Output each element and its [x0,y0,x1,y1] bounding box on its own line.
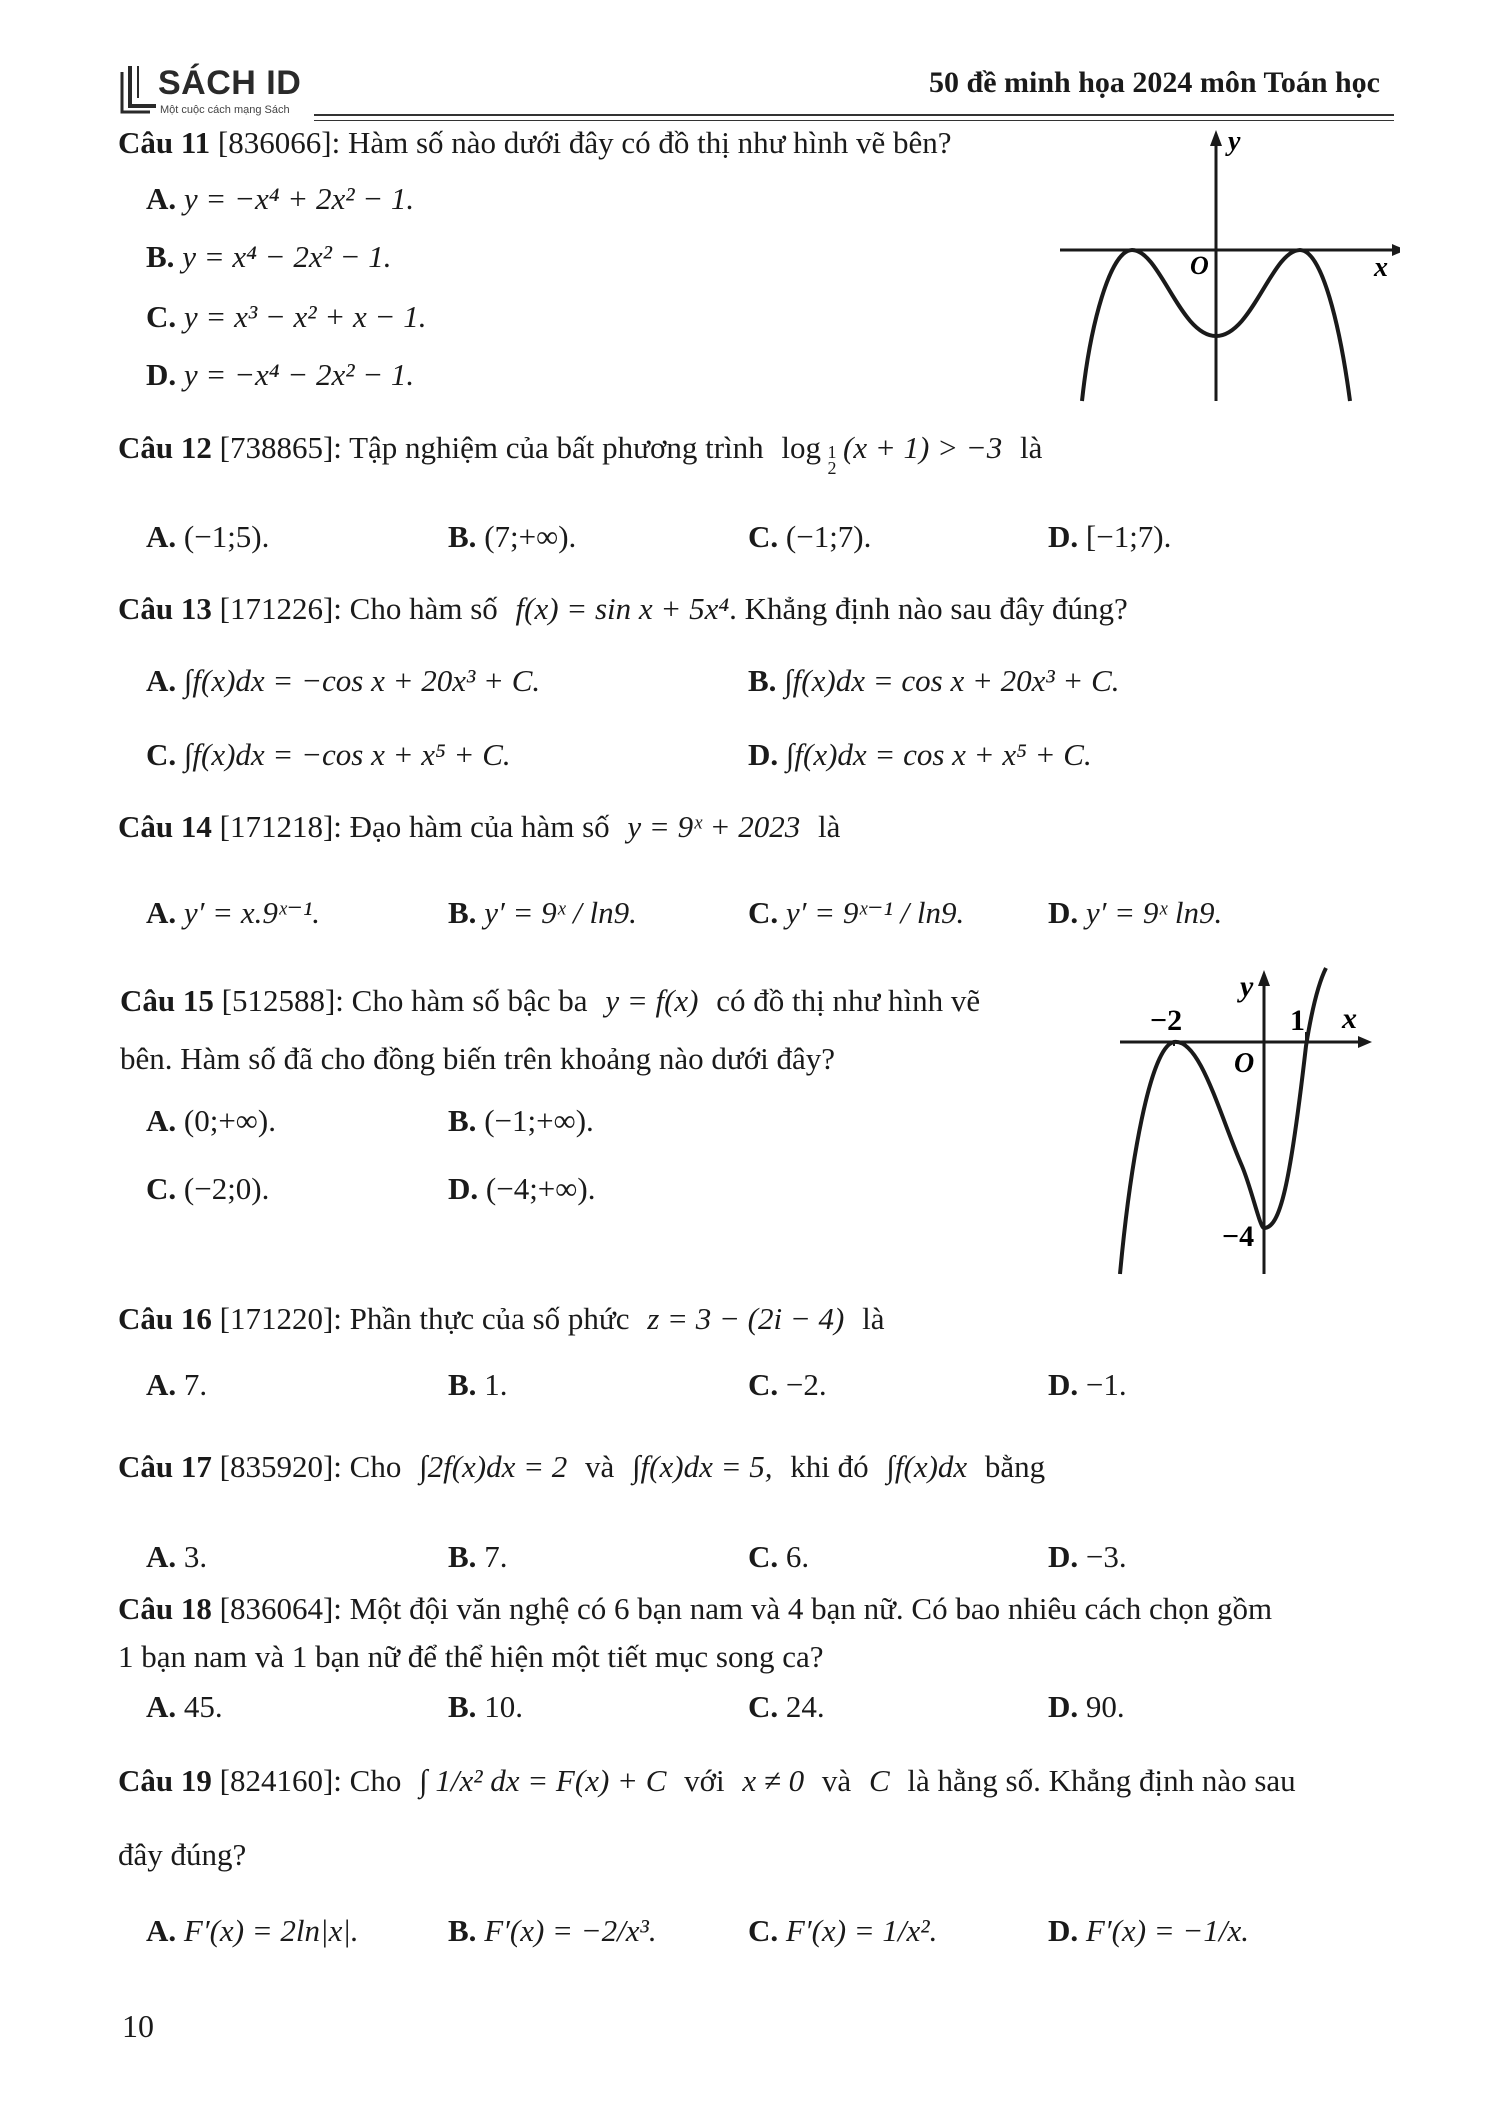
question-16-option-b: B. 1. [448,1367,508,1402]
logo-text: SÁCH ID [158,64,302,102]
question-12-option-d: D. [−1;7). [1048,519,1172,554]
log-base-fraction: 1 2 [827,442,837,478]
question-15-option-b: B. (−1;+∞). [448,1103,594,1138]
question-14-option-d: D. y′ = 9ˣ ln9. [1048,895,1223,930]
question-17-option-d: D. −3. [1048,1539,1127,1574]
question-19-stem-line2: đây đúng? [118,1837,247,1872]
figure-11-y-label: y [1228,126,1241,157]
question-15-stem: Câu 15 [512588]: Cho hàm số bậc ba y = f(x) có đồ thị như hình vẽ [120,983,981,1018]
figure-15-tick-neg2: −2 [1150,1004,1183,1037]
figure-11-x-label: x [1374,252,1388,283]
question-13-stem: Câu 13 [171226]: Cho hàm số f(x) = sin x + 5x⁴. Khẳng định nào sau đây đúng? [118,591,1128,626]
question-19-stem: Câu 19 [824160]: Cho ∫ 1/x² dx = F(x) + C với x ≠ 0 và C là hằng số. Khẳng định nào sau [118,1763,1296,1798]
question-11-option-d: D. y = −x⁴ − 2x² − 1. [146,357,415,392]
question-18-option-b: B. 10. [448,1689,523,1724]
question-15-option-a: A. (0;+∞). [146,1103,276,1138]
figure-15-tick-neg4: −4 [1222,1220,1255,1253]
question-12-option-a: A. (−1;5). [146,519,270,554]
question-18-stem-line2: 1 bạn nam và 1 bạn nữ để thể hiện một tiết mục song ca? [118,1639,824,1674]
question-14-option-b: B. y′ = 9ˣ / ln9. [448,895,637,930]
question-15-option-d: D. (−4;+∞). [448,1171,596,1206]
figure-11-y-arrow [1210,130,1222,146]
question-18-option-c: C. 24. [748,1689,825,1724]
question-16-option-a: A. 7. [146,1367,208,1402]
question-13-option-c: C. ∫f(x)dx = −cos x + x⁵ + C. [146,737,511,772]
figure-11-x-arrow [1392,244,1400,256]
figure-15-graph [1110,966,1380,1282]
question-14-option-c: C. y′ = 9ˣ⁻¹ / ln9. [748,895,965,930]
figure-15-x-arrow [1358,1036,1372,1048]
question-19-option-b: B. F′(x) = −2/x³. [448,1913,657,1948]
question-17-stem: Câu 17 [835920]: Cho ∫2f(x)dx = 2 và ∫f(x)dx = 5, khi đó ∫f(x)dx bằng [118,1449,1046,1484]
question-16-option-c: C. −2. [748,1367,827,1402]
figure-15-origin-label: O [1234,1048,1255,1079]
question-17-option-a: A. 3. [146,1539,208,1574]
question-18-option-a: A. 45. [146,1689,223,1724]
header-rule [314,114,1394,116]
question-16-stem: Câu 16 [171220]: Phần thực của số phức z = 3 − (2i − 4) là [118,1301,885,1336]
question-13-option-a: A. ∫f(x)dx = −cos x + 20x³ + C. [146,663,541,698]
question-17-option-c: C. 6. [748,1539,810,1574]
question-19-option-a: A. F′(x) = 2ln|x|. [146,1913,359,1948]
figure-15-y-label: y [1240,970,1254,1003]
question-12-stem: Câu 12 [738865]: Tập nghiệm của bất phương trình log 1 2(x + 1) > −3 là [118,430,1043,478]
question-17-option-b: B. 7. [448,1539,508,1574]
page-number: 10 [122,2008,154,2044]
question-16-option-d: D. −1. [1048,1367,1127,1402]
book-logo-icon [116,62,160,118]
question-12-option-c: C. (−1;7). [748,519,872,554]
header-title: 50 đề minh họa 2024 môn Toán học [929,66,1380,99]
question-11-option-b: B. y = x⁴ − 2x² − 1. [146,239,392,274]
question-14-stem: Câu 14 [171218]: Đạo hàm của hàm số y = 9ˣ + 2023 là [118,809,841,844]
figure-11-graph [1040,126,1400,406]
header-rule-thin [314,120,1394,121]
question-18-option-d: D. 90. [1048,1689,1125,1724]
question-14-option-a: A. y′ = x.9ˣ⁻¹. [146,895,321,930]
question-13-option-d: D. ∫f(x)dx = cos x + x⁵ + C. [748,737,1092,772]
question-19-option-c: C. F′(x) = 1/x². [748,1913,938,1948]
figure-15-x-label: x [1342,1002,1357,1035]
figure-15-y-arrow [1258,970,1270,986]
question-13-option-b: B. ∫f(x)dx = cos x + 20x³ + C. [748,663,1120,698]
question-11-option-a: A. y = −x⁴ + 2x² − 1. [146,181,415,216]
question-12-option-b: B. (7;+∞). [448,519,577,554]
question-11-stem: Câu 11 [836066]: Hàm số nào dưới đây có đồ thị như hình vẽ bên? [118,125,952,160]
logo [116,62,316,122]
figure-15-tick-1: 1 [1290,1004,1305,1037]
figure-11-origin-label: O [1190,251,1209,280]
question-15-stem-line2: bên. Hàm số đã cho đồng biến trên khoảng nào dưới đây? [120,1041,836,1076]
logo-tagline: Một cuộc cách mạng Sách [160,104,290,116]
question-15-option-c: C. (−2;0). [146,1171,270,1206]
question-18-stem: Câu 18 [836064]: Một đội văn nghệ có 6 bạn nam và 4 bạn nữ. Có bao nhiêu cách chọn gồm [118,1591,1273,1626]
question-11-option-c: C. y = x³ − x² + x − 1. [146,299,427,334]
question-19-option-d: D. F′(x) = −1/x. [1048,1913,1249,1948]
